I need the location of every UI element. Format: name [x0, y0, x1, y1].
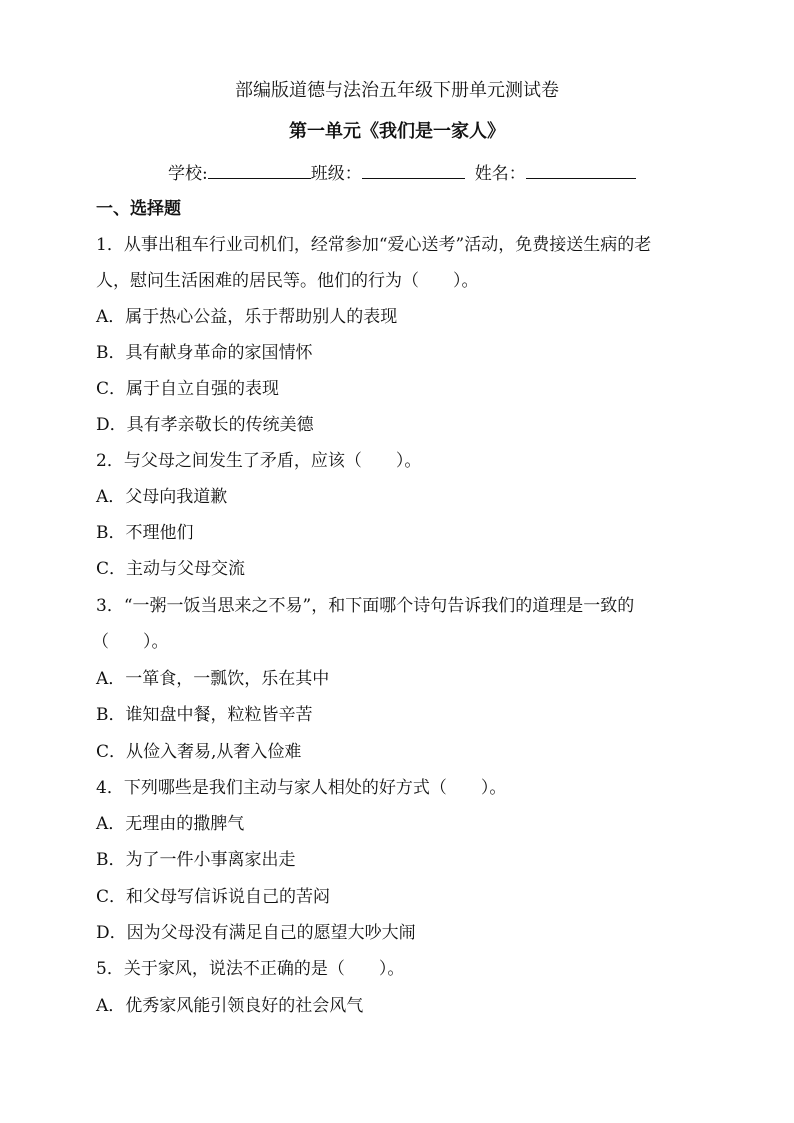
student-info-row — [168, 160, 636, 186]
question-3-text-cont: （ ）。 — [92, 632, 169, 652]
exam-title: 部编版道德与法治五年级下册单元测试卷 — [235, 80, 559, 101]
question-2-option-c[interactable]: C．主动与父母交流 — [96, 559, 246, 579]
question-4-text: 4．下列哪些是我们主动与家人相处的好方式（ ）。 — [96, 778, 507, 798]
name-label: 姓名： — [474, 164, 526, 184]
question-1-text-cont: 人，慰问生活困难的居民等。他们的行为（ ）。 — [96, 271, 479, 291]
question-4-option-d[interactable]: D．因为父母没有满足自己的愿望大吵大闹 — [96, 923, 416, 943]
question-5-text: 5．关于家风，说法不正确的是（ ）。 — [96, 959, 405, 979]
question-5-option-a[interactable]: A．优秀家风能引领良好的社会风气 — [96, 996, 364, 1016]
question-2-option-a[interactable]: A．父母向我道歉 — [96, 487, 228, 507]
question-1-option-d[interactable]: D．具有孝亲敬长的传统美德 — [96, 415, 314, 435]
question-1-option-b[interactable]: B．具有献身革命的家国情怀 — [96, 343, 313, 363]
question-1-option-c[interactable]: C．属于自立自强的表现 — [96, 379, 280, 399]
question-3-option-a[interactable]: A．一箪食，一瓢饮，乐在其中 — [96, 669, 330, 689]
unit-title: 第一单元《我们是一家人》 — [289, 121, 505, 142]
question-3-text: 3．“一粥一饭当思来之不易”，和下面哪个诗句告诉我们的道理是一致的 — [96, 596, 635, 616]
question-2-option-b[interactable]: B．不理他们 — [96, 523, 194, 543]
question-4-option-b[interactable]: B．为了一件小事离家出走 — [96, 850, 296, 870]
question-3-option-c[interactable]: C．从俭入奢易,从奢入俭难 — [96, 742, 302, 762]
question-4-option-c[interactable]: C．和父母写信诉说自己的苦闷 — [96, 887, 331, 907]
question-1-text: 1．从事出租车行业司机们，经常参加“爱心送考”活动，免费接送生病的老 — [96, 235, 652, 255]
question-2-text: 2．与父母之间发生了矛盾，应该（ ）。 — [96, 451, 422, 471]
question-3-option-b[interactable]: B．谁知盘中餐，粒粒皆辛苦 — [96, 705, 313, 725]
school-label: 学校: — [168, 164, 208, 184]
class-blank[interactable] — [362, 160, 465, 179]
question-1-option-a[interactable]: A．属于热心公益，乐于帮助别人的表现 — [96, 307, 398, 327]
class-label: 班级： — [310, 164, 362, 184]
school-blank[interactable] — [208, 160, 311, 179]
question-4-option-a[interactable]: A．无理由的撒脾气 — [96, 814, 245, 834]
name-blank[interactable] — [526, 160, 636, 179]
section-heading: 一、选择题 — [96, 199, 181, 219]
